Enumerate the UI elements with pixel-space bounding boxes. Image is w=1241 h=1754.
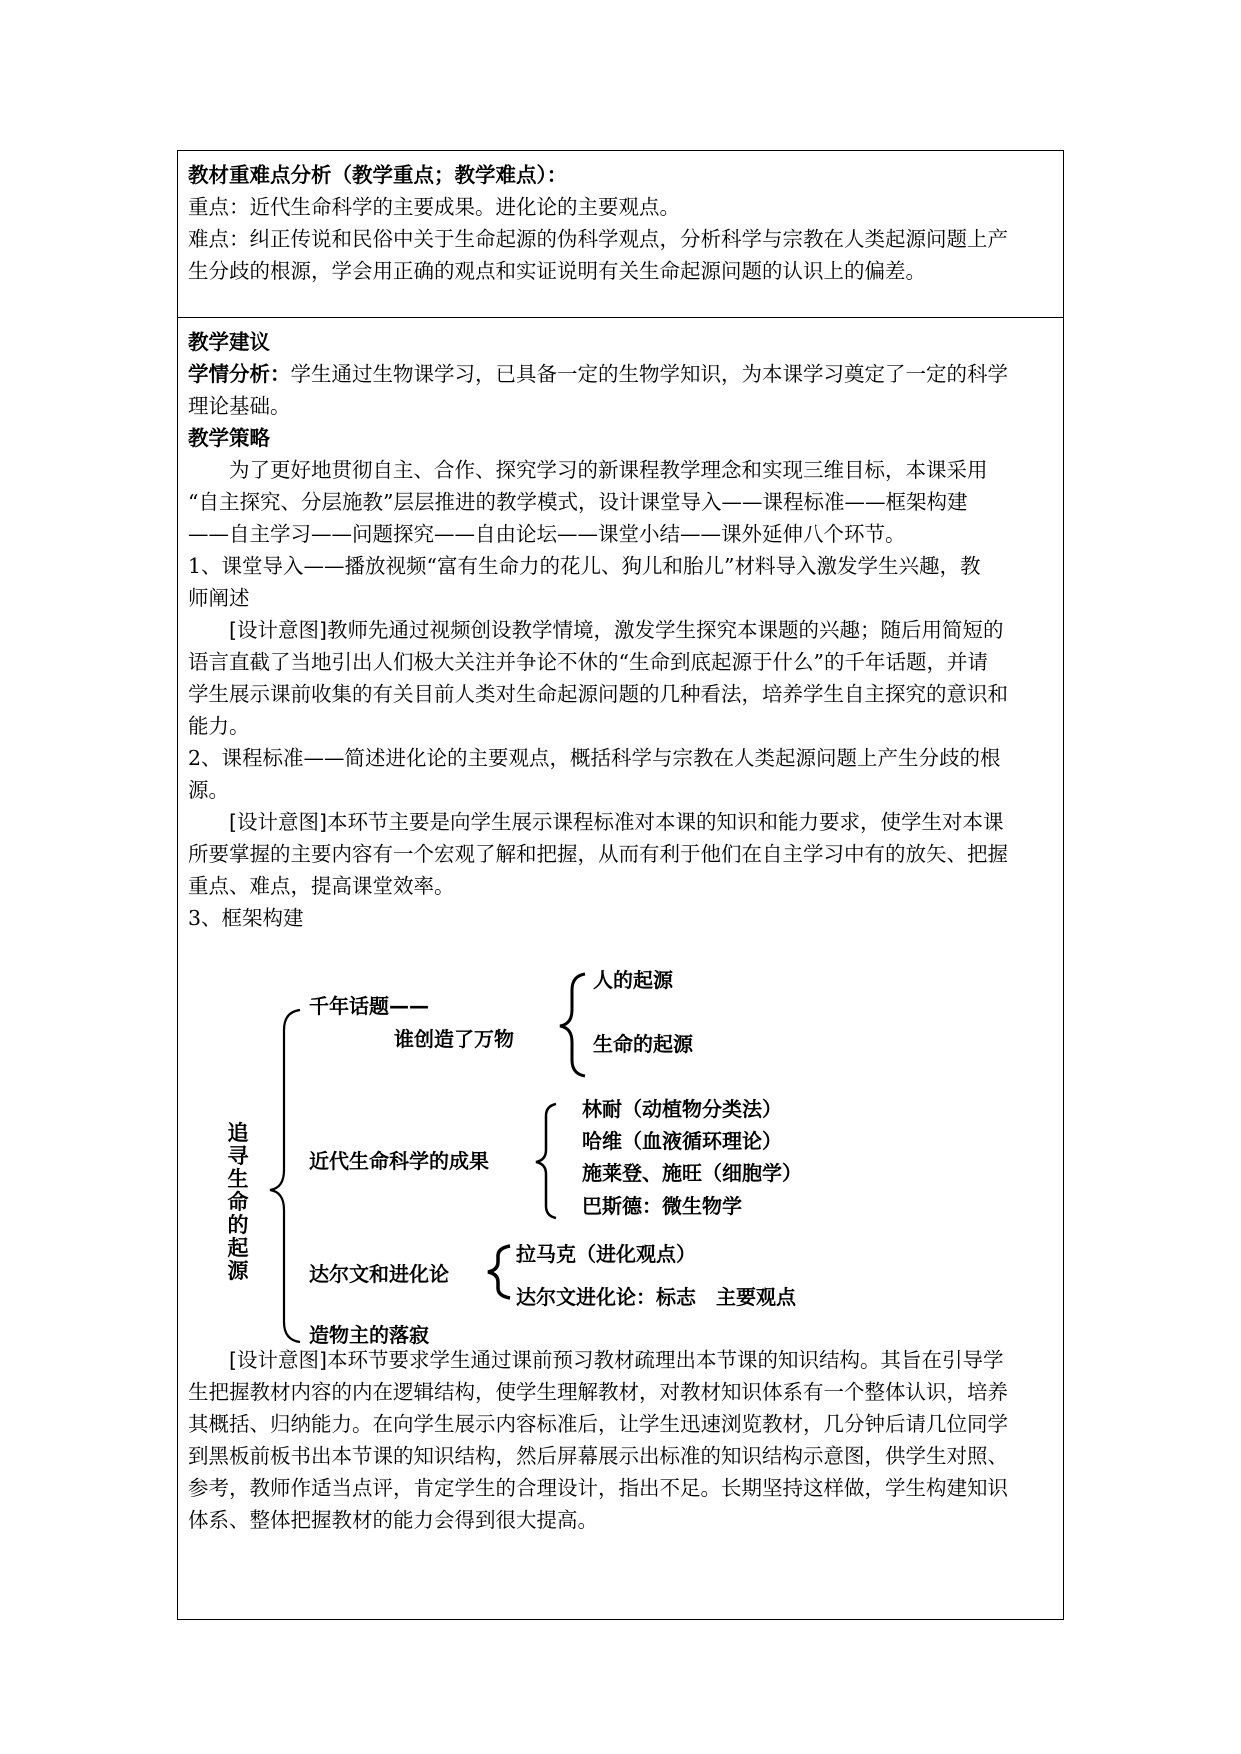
root-title-char: 寻 <box>227 1144 249 1168</box>
intent3-line-1 <box>188 1344 1073 1376</box>
intent-label: [设计意图] <box>229 810 327 834</box>
intent2-line-1 <box>188 806 1051 838</box>
branch1-label-a: 千年话题—— <box>309 994 429 1018</box>
strategy-line-2: “自主探究、分层施教”层层推进的教学模式，设计课堂导入——课程标准——框架构建 <box>188 490 968 514</box>
branch2-item-2: 施莱登、施旺（细胞学） <box>582 1161 802 1185</box>
analysis-text-1: 学生通过生物课学习，已具备一定的生物学知识，为本课学习奠定了一定的科学 <box>290 362 1008 386</box>
difficulty-line-2: 生分歧的根源，学会用正确的观点和实证说明有关生命起源问题的认识上的偏差。 <box>188 259 926 283</box>
root-title-char: 源 <box>227 1259 249 1283</box>
analysis-line-1 <box>188 358 1051 390</box>
intent3-line-2: 生把握教材内容的内在逻辑结构，使学生理解教材，对教材知识体系有一个整体认识，培养 <box>188 1380 1008 1404</box>
intent3-line-5: 参考，教师作适当点评，肯定学生的合理设计，指出不足。长期坚持这样做，学生构建知识 <box>188 1476 1008 1500</box>
diagram-root-title <box>224 1122 252 1283</box>
step1-line-1: 1、课堂导入——播放视频“富有生命力的花儿、狗儿和胎儿”材料导入激发学生兴趣，教 <box>188 554 981 578</box>
intent3-line-4: 到黑板前板书出本节课的知识结构，然后屏幕展示出标准的知识结构示意图，供学生对照、 <box>188 1444 1008 1468</box>
branch3-item-0: 拉马克（进化观点） <box>516 1242 696 1266</box>
root-title-char: 追 <box>227 1121 249 1145</box>
branch2-label: 近代生命科学的成果 <box>309 1149 489 1173</box>
suggestion-heading: 教学建议 <box>188 330 270 354</box>
root-title-char: 的 <box>227 1213 249 1237</box>
intent2-line-3: 重点、难点，提高课堂效率。 <box>188 874 455 898</box>
branch4-label: 造物主的落寂 <box>309 1323 429 1347</box>
analysis-cell <box>177 150 1064 318</box>
intent1-line-2: 语言直截了当地引出人们极大关注并争论不休的“生命到底起源于什么”的千年话题，并请 <box>188 650 988 674</box>
branch1-label-b: 谁创造了万物 <box>394 1027 514 1051</box>
branch2-item-1: 哈维（血液循环理论） <box>582 1129 782 1153</box>
difficulty-line-1: 难点：纠正传说和民俗中关于生命起源的伪科学观点，分析科学与宗教在人类起源问题上产 <box>188 227 1008 251</box>
analysis-label: 学情分析： <box>188 362 291 386</box>
intent3-line-3: 其概括、归纳能力。在向学生展示内容标准后，让学生迅速浏览教材，几分钟后请几位同学 <box>188 1412 1008 1436</box>
branch1-item-0: 人的起源 <box>593 968 673 992</box>
intent1-line-4: 能力。 <box>188 714 250 738</box>
intent3-text-1: 本环节要求学生通过课前预习教材疏理出本节课的知识结构。其旨在引导学 <box>327 1348 1004 1372</box>
analysis-heading: 教材重难点分析（教学重点；教学难点）： <box>188 163 568 187</box>
key-points: 重点：近代生命科学的主要成果。进化论的主要观点。 <box>188 195 680 219</box>
intent1-line-3: 学生展示课前收集的有关目前人类对生命起源问题的几种看法，培养学生自主探究的意识和 <box>188 682 1008 706</box>
step2-line-2: 源。 <box>188 778 229 802</box>
intent2-line-2: 所要掌握的主要内容有一个宏观了解和把握，从而有利于他们在自主学习中有的放矢、把握 <box>188 842 1008 866</box>
step3-heading: 3、框架构建 <box>188 906 304 930</box>
intent-label: [设计意图] <box>229 618 327 642</box>
root-title-char: 命 <box>227 1190 249 1214</box>
intent1-line-1 <box>188 614 1051 646</box>
analysis-line-2: 理论基础。 <box>188 394 291 418</box>
intent3-line-6: 体系、整体把握教材的能力会得到很大提高。 <box>188 1508 598 1532</box>
intent1-text-1: 教师先通过视频创设教学情境，激发学生探究本课题的兴趣；随后用简短的 <box>327 618 1004 642</box>
branch3-label: 达尔文和进化论 <box>309 1262 449 1286</box>
branch3-item-1: 达尔文进化论：标志 主要观点 <box>516 1285 796 1309</box>
strategy-line-1: 为了更好地贯彻自主、合作、探究学习的新课程教学理念和实现三维目标，本课采用 <box>229 458 988 482</box>
branch1-item-1: 生命的起源 <box>593 1032 693 1056</box>
intent2-text-1: 本环节主要是向学生展示课程标准对本课的知识和能力要求，使学生对本课 <box>327 810 1004 834</box>
intent3-block <box>178 1336 1085 1536</box>
strategy-line-3: ——自主学习——问题探究——自由论坛——课堂小结——课外延伸八个环节。 <box>188 522 906 546</box>
root-title-char: 起 <box>227 1236 249 1260</box>
intent-label: [设计意图] <box>229 1348 327 1372</box>
root-title-char: 生 <box>227 1167 249 1191</box>
step2-line-1: 2、课程标准——简述进化论的主要观点，概括科学与宗教在人类起源问题上产生分歧的根 <box>188 746 1001 770</box>
branch2-item-0: 林耐（动植物分类法） <box>582 1097 782 1121</box>
branch2-item-3: 巴斯德：微生物学 <box>582 1194 742 1218</box>
strategy-heading: 教学策略 <box>188 426 270 450</box>
step1-line-2: 师阐述 <box>188 586 250 610</box>
